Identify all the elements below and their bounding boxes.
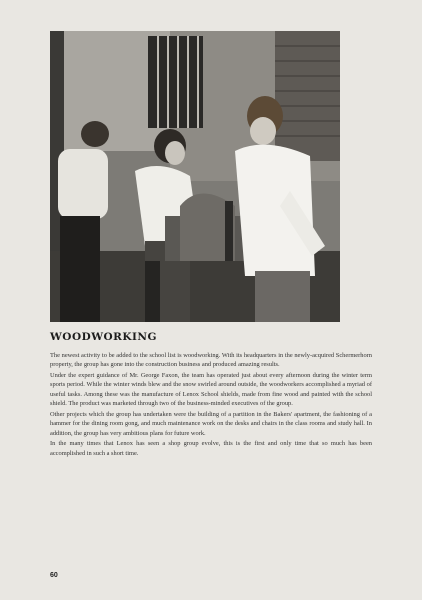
- paragraph: In the many times that Lenox has seen a shop group evolve, this is the first and only time that so much has been accomplished in such a short time.: [50, 440, 372, 457]
- article-body: [50, 351, 372, 459]
- paragraph: The newest activity to be added to the school list is woodworking. With its headquarters in the newly-acquired Schermerhorn property, the group has gone into the construction business and produced amazing results.: [50, 352, 372, 369]
- article-title: WOODWORKING: [50, 331, 157, 343]
- woodworking-photo: [50, 31, 340, 322]
- paragraph: Other projects which the group has undertaken were the building of a partition in the Bakers' apartment, the fashioning of a hammer for the dining room gong, and much maintenance work on the desks and chairs in the class rooms and study hall. In addition, the group has very ambitious plans for future work.: [50, 410, 372, 437]
- page-number: 60: [50, 572, 58, 579]
- paragraph: Under the expert guidance of Mr. George Faxon, the team has operated just about every afternoon during the winter term sports period. While the winter winds blew and the snow swirled around outside, the woodworkers accomplished a myriad of useful tasks. Among these was the manufacture of Lenox School shields, made from fine wood and painted with the school shield. The product was marketed through two of the business-minded executives of the group.: [50, 372, 372, 408]
- photo-illustration: [50, 31, 340, 322]
